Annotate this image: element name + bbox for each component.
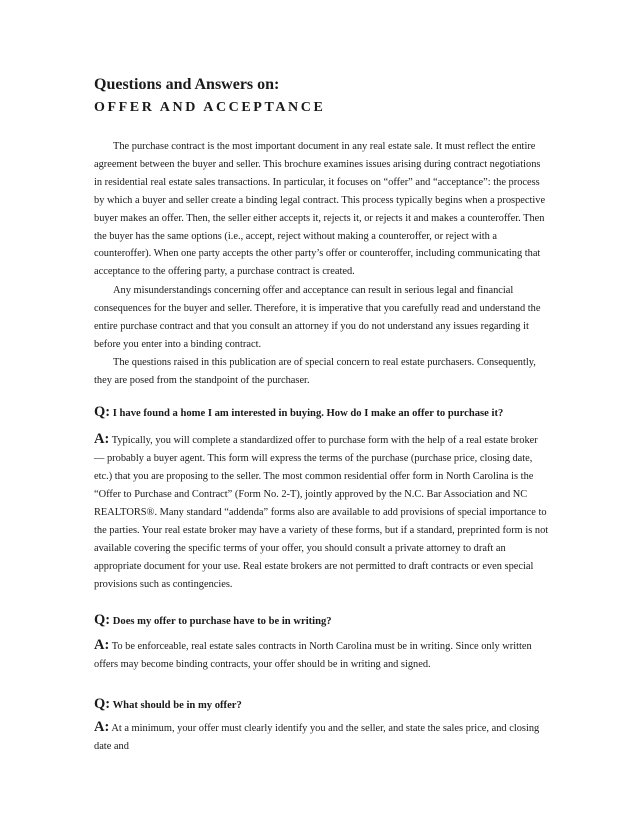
document-title: Questions and Answers on: — [94, 76, 280, 93]
question-label: Q: — [94, 696, 111, 712]
question-text: I have found a home I am interested in buying. How do I make an offer to purchase it? — [112, 408, 504, 419]
document-subtitle: OFFER AND ACCEPTANCE — [94, 100, 326, 115]
question-1 — [94, 404, 554, 422]
question-text: Does my offer to purchase have to be in writing? — [112, 616, 332, 627]
intro-paragraph-2: Any misunderstandings concerning offer and acceptance can result in serious legal and financial consequences for the buyer and seller. Therefore, it is imperative that you carefully read and understand the entire purchase contract and that you consult an attorney if you do not understand any issues regarding it before you enter into a binding contract. — [94, 285, 541, 350]
question-label: Q: — [94, 404, 111, 420]
answer-text: Typically, you will complete a standardized offer to purchase form with the help of a real estate broker — probably a buyer agent. This form will express the terms of the purchase (purchase price, closing date, etc.) that you are proposing to the seller. The most common residential offer form in North Carolina is the “Offer to Purchase and Contract” (Form No. 2-T), jointly approved by the N.C. Bar Association and NC REALTORS®. Many standard “addenda” forms also are available to add provisions of special importance to the parties. Your real estate broker may have a variety of these forms, but if a standard, preprinted form is not available covering the specific terms of your offer, you should consult a private attorney to draft an appropriate document for your use. Real estate brokers are not permitted to draft contracts or even special provisions such as contingencies. — [94, 435, 549, 590]
question-3 — [94, 696, 554, 714]
answer-text: At a minimum, your offer must clearly identify you and the seller, and state the sales price, and closing date and — [94, 723, 540, 752]
answer-text: To be enforceable, real estate sales contracts in North Carolina must be in writing. Since only written offers may become binding contracts, your offer should be in writing and signed. — [94, 641, 532, 670]
intro-paragraph-3: The questions raised in this publication are of special concern to real estate purchasers. Consequently, they are posed from the standpoint of the purchaser. — [94, 357, 536, 386]
answer-1 — [94, 430, 550, 594]
answer-3 — [94, 718, 550, 756]
question-label: Q: — [94, 612, 111, 628]
answer-label: A: — [94, 637, 110, 653]
answer-label: A: — [94, 719, 110, 735]
question-text: What should be in my offer? — [112, 700, 242, 711]
answer-2 — [94, 636, 550, 674]
intro-paragraph-1: The purchase contract is the most important document in any real estate sale. It must reflect the entire agreement between the buyer and seller. This brochure examines issues arising during contract negotiations in residential real estate sales transactions. In particular, it focuses on “offer” and “acceptance”: the process by which a buyer and seller create a binding legal contract. This process typically begins when a prospective buyer makes an offer. Then, the seller either accepts it, rejects it, or rejects it and makes a counteroffer. Then the buyer has the same options (i.e., accept, reject without making a counteroffer, or reject with a counteroffer). When one party accepts the other party’s offer or counteroffer, including communicating that acceptance to the offering party, a purchase contract is created. — [94, 141, 546, 278]
question-2 — [94, 612, 554, 630]
answer-label: A: — [94, 431, 110, 447]
